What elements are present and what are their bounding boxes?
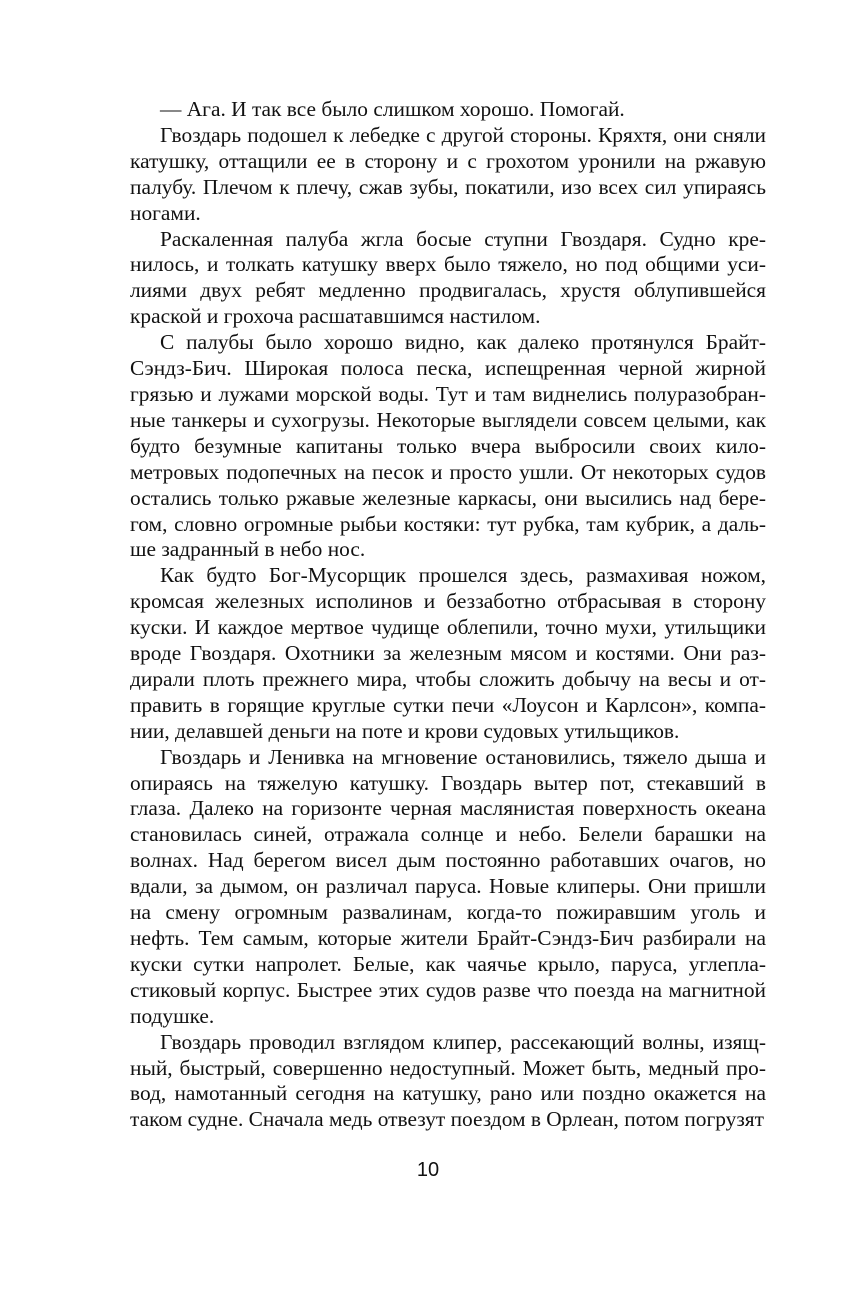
paragraph-6: Гвоздарь и Ленивка на мгновение остановились, тяжело дыша и опираясь на тяжелую катушку. Гвоздарь вытер пот, стекавший в глаза. Далеко на горизонте черная маслянистая поверхность океана становилась синей, отражала солнце и небо. Белели барашки на волнах. Над берегом висел дым постоянно работавших очагов, но вдали, за дымом, он различал паруса. Новые клиперы. Они пришли на смену огромным развалинам, когда-то пожиравшим уголь и нефть. Тем самым, которые жители Брайт-Сэндз-Бич разбирали на куски сутки напролет. Белые, как чаячье крыло, паруса, углепластиковый корпус. Быстрее этих судов разве что поезда на магнитной подушке.	[130, 744, 766, 1028]
paragraph-3: Раскаленная палуба жгла босые ступни Гвоздаря. Судно кренилось, и толкать катушку вверх было тяжело, но под общими усилиями двух ребят медленно продвигалась, хрустя облупившейся краской и грохоча расшатавшимся настилом.	[130, 226, 766, 329]
paragraph-2: Гвоздарь подошел к лебедке с другой стороны. Кряхтя, они сняли катушку, оттащили ее в сторону и с грохотом уронили на ржавую палубу. Плечом к плечу, сжав зубы, покатили, изо всех сил упираясь ногами.	[130, 122, 766, 225]
paragraph-1: — Ага. И так все было слишком хорошо. Помогай.	[160, 97, 625, 121]
body-text	[130, 97, 766, 1133]
paragraph-7: Гвоздарь проводил взглядом клипер, рассекающий волны, изящный, быстрый, совершенно недоступный. Может быть, медный провод, намотанный сегодня на катушку, рано или поздно окажется на таком судне. Сначала медь отвезут поездом в Орлеан, потом погрузят	[130, 1029, 766, 1132]
paragraph-5: Как будто Бог-Мусорщик прошелся здесь, размахивая ножом, кромсая железных исполинов и беззаботно отбрасывая в сторону куски. И каждое мертвое чудище облепили, точно мухи, утильщики вроде Гвоздаря. Охотники за железным мясом и костями. Они раздирали плоть прежнего мира, чтобы сложить добычу на весы и отправить в горящие круглые сутки печи «Лоусон и Карлсон», компании, делавшей деньги на поте и крови судовых утильщиков.	[130, 563, 766, 743]
paragraph-4: С палубы было хорошо видно, как далеко протянулся Брайт-Сэндз-Бич. Широкая полоса песка, испещренная черной жирной грязью и лужами морской воды. Тут и там виднелись полуразобранные танкеры и сухогрузы. Некоторые выглядели совсем целыми, как будто безумные капитаны только вчера выбросили своих километровых подопечных на песок и просто ушли. От некоторых судов остались только ржавые железные каркасы, они высились над берегом, словно огромные рыбьи костяки: тут рубка, там кубрик, а дальше задранный в небо нос.	[130, 330, 766, 562]
page-number: 10	[416, 1159, 440, 1181]
